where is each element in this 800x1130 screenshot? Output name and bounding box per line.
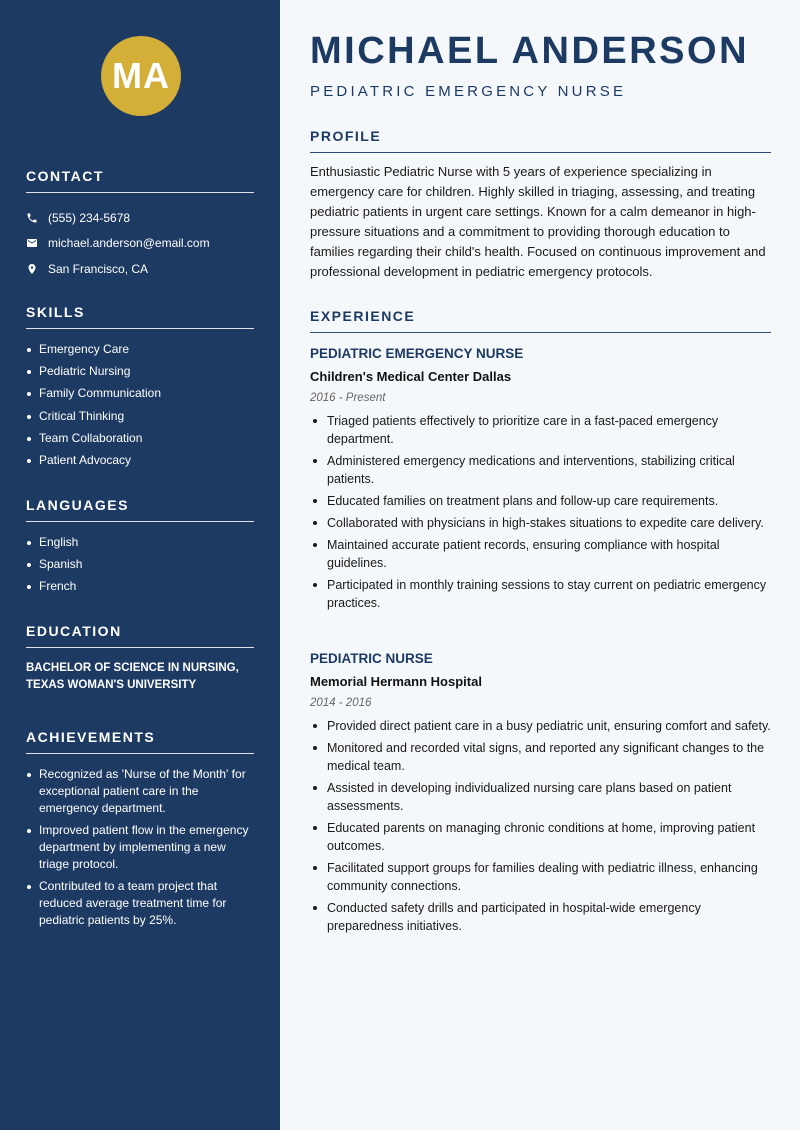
- job-bullet: Triaged patients effectively to prioritize care in a fast-paced emergency department.: [310, 412, 771, 448]
- achievement-item: Recognized as 'Nurse of the Month' for exceptional patient care in the emergency department.: [26, 766, 254, 817]
- job-bullet: Collaborated with physicians in high-stakes situations to expedite care delivery.: [310, 514, 771, 532]
- job-bullets: [310, 717, 771, 935]
- skills-list: [26, 341, 254, 469]
- degree-text: BACHELOR OF SCIENCE IN NURSING, TEXAS WOMAN'S UNIVERSITY: [26, 662, 239, 691]
- job-bullet: Maintained accurate patient records, ensuring compliance with hospital guidelines.: [310, 536, 771, 572]
- language-item: French: [26, 578, 254, 595]
- job-entry: [310, 650, 771, 939]
- job-entry-title: PEDIATRIC EMERGENCY NURSE: [310, 346, 524, 361]
- sidebar: [0, 0, 280, 1130]
- phone-row: [26, 205, 254, 231]
- person-name: MICHAEL ANDERSON: [310, 30, 750, 72]
- job-bullets: [310, 412, 771, 612]
- email-icon: [26, 237, 38, 249]
- skill-item: Family Communication: [26, 385, 254, 402]
- skill-item: Critical Thinking: [26, 408, 254, 425]
- languages-heading: LANGUAGES: [26, 497, 254, 522]
- achievements-heading: ACHIEVEMENTS: [26, 729, 254, 754]
- job-bullet: Monitored and recorded vital signs, and reported any significant changes to the medical team.: [310, 739, 771, 775]
- job-bullet: Provided direct patient care in a busy pediatric unit, ensuring comfort and safety.: [310, 717, 771, 735]
- languages-section: [26, 497, 254, 601]
- job-bullet: Facilitated support groups for families dealing with pediatric illness, enhancing community connections.: [310, 859, 771, 895]
- location-row: [26, 256, 254, 282]
- job-dates: 2014 - 2016: [310, 697, 372, 709]
- language-item: Spanish: [26, 556, 254, 573]
- skill-item: Pediatric Nursing: [26, 363, 254, 380]
- job-bullet: Educated families on treatment plans and follow-up care requirements.: [310, 492, 771, 510]
- company-name: Children's Medical Center Dallas: [310, 369, 512, 384]
- job-title: PEDIATRIC EMERGENCY NURSE: [310, 83, 627, 100]
- achievement-item: Improved patient flow in the emergency department by implementing a new triage protocol.: [26, 822, 254, 873]
- job-entry-title: PEDIATRIC NURSE: [310, 651, 433, 666]
- experience-heading: EXPERIENCE: [310, 308, 771, 333]
- profile-heading: PROFILE: [310, 128, 771, 153]
- main-content: [280, 0, 800, 1130]
- job-bullet: Conducted safety drills and participated in hospital-wide emergency preparedness initiatives.: [310, 899, 771, 935]
- language-item: English: [26, 534, 254, 551]
- education-heading: EDUCATION: [26, 623, 254, 648]
- achievement-item: Contributed to a team project that reduced average treatment time for pediatric patients by 25%.: [26, 878, 254, 929]
- job-bullet: Assisted in developing individualized nursing care plans based on patient assessments.: [310, 779, 771, 815]
- contact-section: [26, 168, 254, 282]
- profile-text: Enthusiastic Pediatric Nurse with 5 years of experience specializing in emergency care for children. Highly skilled in triaging, assessing, and treating pediatric patients in urgent care settings. Known for a calm demeanor in high-pressure situations and a commitment to providing thorough education to families regarding their child's health. Focused on continuous improvement and professional development in pediatric emergency protocols.: [310, 164, 766, 279]
- phone-icon: [26, 212, 38, 224]
- experience-section: [310, 308, 771, 333]
- company-name: Memorial Hermann Hospital: [310, 674, 482, 689]
- profile-section: [310, 128, 771, 282]
- job-bullet: Educated parents on managing chronic conditions at home, improving patient outcomes.: [310, 819, 771, 855]
- job-entry: [310, 345, 771, 616]
- skill-item: Emergency Care: [26, 341, 254, 358]
- achievements-list: [26, 766, 254, 929]
- skill-item: Patient Advocacy: [26, 452, 254, 469]
- avatar: MA: [101, 36, 181, 116]
- location-pin-icon: [26, 263, 38, 275]
- location-text: San Francisco, CA: [48, 261, 149, 276]
- job-bullet: Participated in monthly training sessions to stay current on pediatric emergency practices.: [310, 576, 771, 612]
- email-text: michael.anderson@email.com: [48, 236, 210, 251]
- skill-item: Team Collaboration: [26, 430, 254, 447]
- skills-section: [26, 304, 254, 474]
- education-section: [26, 623, 254, 694]
- phone-text: (555) 234-5678: [48, 210, 131, 225]
- contact-heading: CONTACT: [26, 168, 254, 193]
- job-dates: 2016 - Present: [310, 392, 386, 404]
- email-row: [26, 231, 254, 257]
- job-bullet: Administered emergency medications and interventions, stabilizing critical patients.: [310, 452, 771, 488]
- languages-list: [26, 534, 254, 595]
- achievements-section: [26, 729, 254, 935]
- skills-heading: SKILLS: [26, 304, 254, 329]
